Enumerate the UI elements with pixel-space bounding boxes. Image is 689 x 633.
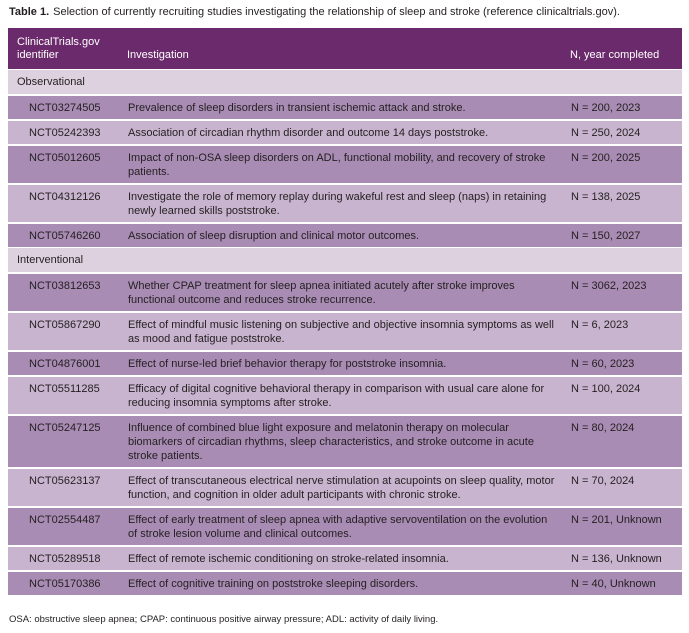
trial-identifier: NCT02554487 <box>29 514 101 526</box>
n-year-cell: N = 200, 2023 <box>571 102 641 114</box>
investigation-cell: Effect of early treatment of sleep apnea with adaptive servoventilation on the evolution of stroke lesion volume and clinical outcomes. <box>128 514 548 540</box>
table-row <box>8 414 682 467</box>
n-year-cell: N = 6, 2023 <box>571 319 629 331</box>
n-year-cell: N = 3062, 2023 <box>571 280 647 292</box>
trial-identifier: NCT04876001 <box>29 358 101 370</box>
table-row <box>8 570 682 595</box>
investigation-cell: Investigate the role of memory replay during wakeful rest and sleep (naps) in retaining newly learned skills poststroke. <box>128 191 547 217</box>
table-row <box>8 144 682 183</box>
table-row <box>8 94 682 119</box>
trial-identifier: NCT05012605 <box>29 152 101 164</box>
table-row <box>8 311 682 350</box>
table-row <box>8 375 682 414</box>
identifier-cell <box>8 572 119 595</box>
n-year-cell: N = 60, 2023 <box>571 358 635 370</box>
table-row <box>8 467 682 506</box>
identifier-cell <box>8 224 119 247</box>
trial-identifier: NCT05247125 <box>29 422 101 434</box>
table-row <box>8 272 682 311</box>
n-year-cell: N = 200, 2025 <box>571 152 641 164</box>
trial-identifier: NCT03274505 <box>29 102 101 114</box>
identifier-cell <box>8 469 119 506</box>
investigation-cell: Prevalence of sleep disorders in transient ischemic attack and stroke. <box>128 102 466 114</box>
table-footnote: OSA: obstructive sleep apnea; CPAP: continuous positive airway pressure; ADL: activity of daily living. <box>9 614 439 625</box>
table-row <box>8 183 682 222</box>
identifier-cell <box>8 547 119 570</box>
identifier-cell <box>8 146 119 183</box>
investigation-cell: Effect of nurse-led brief behavior therapy for poststroke insomnia. <box>128 358 447 370</box>
n-year-cell: N = 250, 2024 <box>571 127 641 139</box>
group-row <box>8 247 682 272</box>
identifier-cell <box>8 121 119 144</box>
identifier-cell <box>8 416 119 467</box>
trial-identifier: NCT05170386 <box>29 578 101 590</box>
group-label: Observational <box>17 76 85 88</box>
n-year-cell: N = 150, 2027 <box>571 230 641 242</box>
trial-identifier: NCT03812653 <box>29 280 101 292</box>
identifier-cell <box>8 96 119 119</box>
table-row <box>8 545 682 570</box>
n-year-cell: N = 138, 2025 <box>571 191 641 203</box>
investigation-cell: Whether CPAP treatment for sleep apnea initiated acutely after stroke improves functional outcome and reduces stroke recurrence. <box>128 280 515 306</box>
n-year-cell: N = 100, 2024 <box>571 383 641 395</box>
identifier-cell <box>8 508 119 545</box>
n-year-cell: N = 201, Unknown <box>571 514 662 526</box>
investigation-cell: Effect of remote ischemic conditioning on stroke-related insomnia. <box>128 553 449 565</box>
investigation-cell: Effect of mindful music listening on subjective and objective insomnia symptoms as well as mood and fatigue poststroke. <box>128 319 554 345</box>
identifier-cell <box>8 274 119 311</box>
investigation-cell: Impact of non-OSA sleep disorders on ADL, functional mobility, and recovery of stroke patients. <box>128 152 546 178</box>
investigation-cell: Influence of combined blue light exposure and melatonin therapy on molecular biomarkers of circadian rhythms, sleep characteristics, and stroke outcome in acute stroke patients. <box>128 422 534 462</box>
table-row <box>8 222 682 247</box>
header-identifier: ClinicalTrials.gov identifier <box>17 36 100 61</box>
identifier-cell <box>8 313 119 350</box>
trial-identifier: NCT05867290 <box>29 319 101 331</box>
group-label: Interventional <box>17 254 84 266</box>
identifier-cell <box>8 377 119 414</box>
table-caption-text: Selection of currently recruiting studies investigating the relationship of sleep and stroke (reference clinicaltrials.gov). <box>53 6 620 18</box>
group-row <box>8 69 682 94</box>
table-header <box>8 28 682 69</box>
n-year-cell: N = 40, Unknown <box>571 578 656 590</box>
trial-identifier: NCT05242393 <box>29 127 101 139</box>
n-year-cell: N = 136, Unknown <box>571 553 662 565</box>
table-caption <box>9 5 684 19</box>
n-year-cell: N = 80, 2024 <box>571 422 635 434</box>
n-year-cell: N = 70, 2024 <box>571 475 635 487</box>
trial-identifier: NCT05289518 <box>29 553 101 565</box>
table-row <box>8 506 682 545</box>
table-body <box>8 69 682 595</box>
identifier-cell <box>8 185 119 222</box>
trial-identifier: NCT05511285 <box>29 383 100 395</box>
table-row <box>8 350 682 375</box>
investigation-cell: Effect of transcutaneous electrical nerve stimulation at acupoints on sleep quality, motor function, and cognition in older adult participants with chronic stroke. <box>128 475 555 501</box>
investigation-cell: Association of sleep disruption and clinical motor outcomes. <box>128 230 420 242</box>
header-n-year: N, year completed <box>570 49 660 61</box>
investigation-cell: Association of circadian rhythm disorder and outcome 14 days poststroke. <box>128 127 489 139</box>
identifier-cell <box>8 352 119 375</box>
table-caption-label: Table 1. <box>9 6 50 18</box>
studies-table <box>8 28 682 595</box>
trial-identifier: NCT04312126 <box>29 191 101 203</box>
investigation-cell: Effect of cognitive training on poststroke sleeping disorders. <box>128 578 419 590</box>
table-row <box>8 119 682 144</box>
header-investigation: Investigation <box>127 49 189 61</box>
trial-identifier: NCT05623137 <box>29 475 101 487</box>
trial-identifier: NCT05746260 <box>29 230 101 242</box>
investigation-cell: Efficacy of digital cognitive behavioral therapy in comparison with usual care alone for reducing insomnia symptoms after stroke. <box>128 383 545 409</box>
